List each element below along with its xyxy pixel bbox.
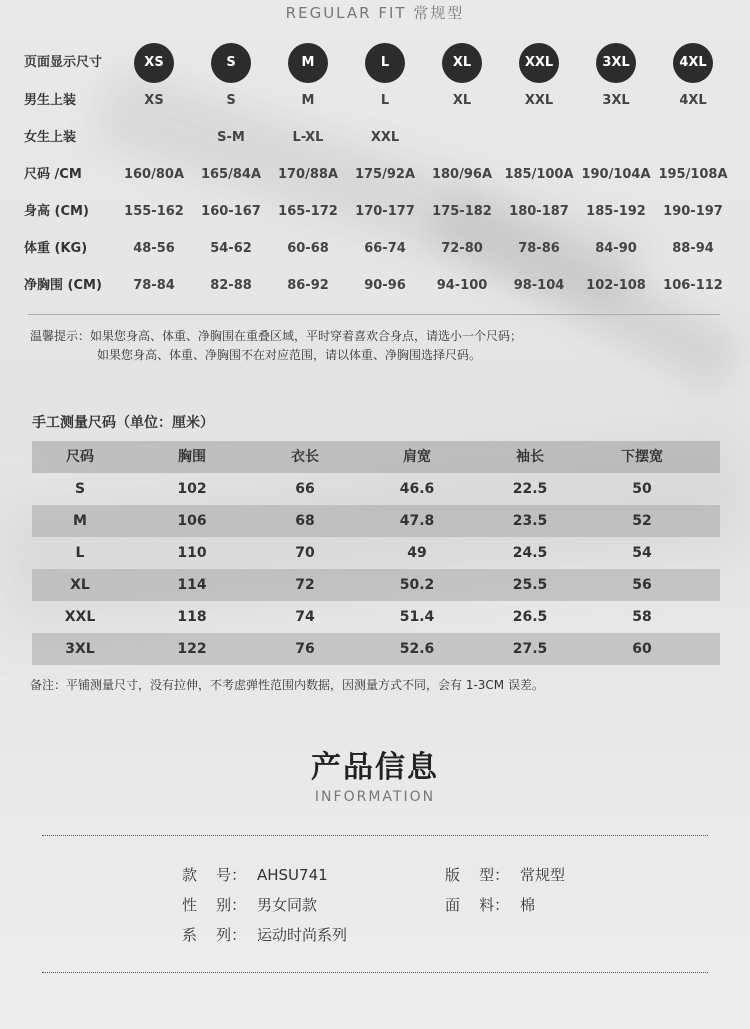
divider bbox=[28, 314, 720, 315]
size-circle: L bbox=[365, 43, 405, 83]
size-circle: XL bbox=[442, 43, 482, 83]
size-cell: 175-182 bbox=[432, 204, 492, 219]
row-label: 身高 (CM) bbox=[24, 204, 89, 219]
size-cell: M bbox=[301, 93, 315, 108]
size-row-men-top bbox=[0, 83, 750, 119]
size-cell: L-XL bbox=[292, 130, 324, 145]
table-cell: XXL bbox=[64, 609, 96, 625]
table-cell: S bbox=[74, 481, 86, 497]
table-row bbox=[32, 505, 720, 537]
size-row-weight bbox=[0, 231, 750, 267]
size-cell: L bbox=[380, 93, 390, 108]
size-cell: 48-56 bbox=[133, 241, 175, 256]
size-cell: 94-100 bbox=[436, 278, 488, 293]
table-cell: 76 bbox=[295, 641, 315, 657]
size-row-display-size bbox=[0, 43, 750, 83]
info-label: 版 型： bbox=[445, 866, 510, 884]
table-cell: 24.5 bbox=[512, 545, 548, 561]
info-value: 常规型 bbox=[520, 866, 566, 884]
size-cell: 72-80 bbox=[441, 241, 483, 256]
table-row bbox=[32, 601, 720, 633]
table-cell: 25.5 bbox=[512, 577, 548, 593]
info-label: 系 列： bbox=[182, 926, 247, 944]
row-label: 女生上装 bbox=[24, 130, 77, 145]
tips-line-2: 如果您身高、体重、净胸围不在对应范围，请以体重、净胸围选择尺码。 bbox=[97, 348, 482, 362]
size-row-height bbox=[0, 194, 750, 230]
table-cell: 118 bbox=[177, 609, 207, 625]
size-cell: 106-112 bbox=[663, 278, 723, 293]
size-cell: 54-62 bbox=[210, 241, 252, 256]
size-circle: XS bbox=[134, 43, 174, 83]
size-cell: 3XL bbox=[602, 93, 630, 108]
info-fabric bbox=[445, 894, 535, 915]
info-gender bbox=[182, 894, 317, 915]
size-cell: XXL bbox=[524, 93, 554, 108]
size-circle: 3XL bbox=[596, 43, 636, 83]
table-cell: 52.6 bbox=[399, 641, 435, 657]
info-value: 男女同款 bbox=[257, 896, 318, 914]
size-cell: 78-86 bbox=[518, 241, 560, 256]
size-cell: S bbox=[226, 93, 236, 108]
table-cell: 70 bbox=[295, 545, 315, 561]
tips-line-1: 温馨提示：如果您身高、体重、净胸围在重叠区域，平时穿着喜欢合身点，请选小一个尺码； bbox=[30, 329, 523, 343]
product-info-title: 产品信息 bbox=[311, 750, 439, 785]
size-cell: 155-162 bbox=[124, 204, 184, 219]
table-cell: 110 bbox=[177, 545, 207, 561]
size-cell: 98-104 bbox=[513, 278, 565, 293]
size-cell: 102-108 bbox=[586, 278, 646, 293]
dotted-divider bbox=[42, 835, 708, 836]
size-row-size-code bbox=[0, 157, 750, 193]
size-cell: 160/80A bbox=[123, 167, 185, 182]
size-cell: 175/92A bbox=[354, 167, 416, 182]
size-cell: 60-68 bbox=[287, 241, 329, 256]
table-cell: 114 bbox=[177, 577, 207, 593]
table-row bbox=[32, 633, 720, 665]
info-value: AHSU741 bbox=[257, 866, 328, 884]
size-cell: 66-74 bbox=[364, 241, 406, 256]
size-cell: 84-90 bbox=[595, 241, 637, 256]
info-value: 运动时尚系列 bbox=[257, 926, 348, 944]
size-cell: 88-94 bbox=[672, 241, 714, 256]
size-circle: M bbox=[288, 43, 328, 83]
size-circle: XXL bbox=[519, 43, 559, 83]
size-cell: 180-187 bbox=[509, 204, 569, 219]
table-row bbox=[32, 537, 720, 569]
table-header-cell: 胸围 bbox=[178, 449, 206, 465]
size-cell: S-M bbox=[217, 130, 245, 145]
table-cell: 102 bbox=[177, 481, 207, 497]
size-cell: 160-167 bbox=[201, 204, 261, 219]
fit-title: REGULAR FIT 常规型 bbox=[285, 4, 465, 22]
info-style-no bbox=[182, 864, 328, 885]
row-label: 体重 (KG) bbox=[24, 241, 88, 256]
table-cell: 122 bbox=[177, 641, 207, 657]
size-cell: 90-96 bbox=[364, 278, 406, 293]
table-header-row bbox=[32, 441, 720, 473]
table-cell: XL bbox=[70, 577, 90, 593]
size-cell: XXL bbox=[370, 130, 400, 145]
table-cell: 66 bbox=[295, 481, 315, 497]
manual-measure-title: 手工测量尺码（单位：厘米） bbox=[32, 415, 214, 431]
table-cell: 22.5 bbox=[512, 481, 548, 497]
size-cell: XL bbox=[452, 93, 472, 108]
table-header-cell: 肩宽 bbox=[403, 449, 431, 465]
size-cell: 190-197 bbox=[663, 204, 723, 219]
size-cell: 190/104A bbox=[581, 167, 651, 182]
table-cell: 49 bbox=[407, 545, 427, 561]
table-cell: 54 bbox=[632, 545, 652, 561]
table-cell: 72 bbox=[295, 577, 315, 593]
size-cell: 170-177 bbox=[355, 204, 415, 219]
table-row bbox=[32, 473, 720, 505]
table-cell: 58 bbox=[632, 609, 652, 625]
info-value: 棉 bbox=[520, 896, 536, 914]
size-cell: 4XL bbox=[679, 93, 707, 108]
row-label: 尺码 /CM bbox=[24, 167, 82, 182]
table-cell: 106 bbox=[177, 513, 207, 529]
dotted-divider bbox=[42, 972, 708, 973]
table-header-cell: 尺码 bbox=[66, 449, 94, 465]
table-cell: 26.5 bbox=[512, 609, 548, 625]
table-cell: L bbox=[75, 545, 85, 561]
size-row-women-top bbox=[0, 120, 750, 156]
table-row bbox=[32, 569, 720, 601]
table-cell: 56 bbox=[632, 577, 652, 593]
size-row-chest bbox=[0, 268, 750, 304]
size-cell: 180/96A bbox=[431, 167, 493, 182]
table-cell: 3XL bbox=[65, 641, 95, 657]
info-fit bbox=[445, 864, 565, 885]
manual-measure-table bbox=[32, 441, 720, 665]
size-circle: 4XL bbox=[673, 43, 713, 83]
table-header-cell: 下摆宽 bbox=[621, 449, 663, 465]
table-header-cell: 袖长 bbox=[516, 449, 544, 465]
row-label: 男生上装 bbox=[24, 93, 77, 108]
row-label: 页面显示尺寸 bbox=[24, 55, 103, 70]
product-info-subtitle: INFORMATION bbox=[314, 789, 436, 805]
table-cell: 47.8 bbox=[399, 513, 435, 529]
note: 备注：平铺测量尺寸，没有拉伸，不考虑弹性范围内数据，因测量方式不同，会有 1-3CM 误差。 bbox=[30, 678, 544, 692]
table-header-cell: 衣长 bbox=[291, 449, 319, 465]
table-cell: 23.5 bbox=[512, 513, 548, 529]
info-label: 面 料： bbox=[445, 896, 510, 914]
size-cell: 78-84 bbox=[133, 278, 175, 293]
table-cell: 50.2 bbox=[399, 577, 435, 593]
info-series bbox=[182, 924, 347, 945]
table-cell: 74 bbox=[295, 609, 315, 625]
size-cell: 185/100A bbox=[504, 167, 574, 182]
size-circle: S bbox=[211, 43, 251, 83]
size-cell: 82-88 bbox=[210, 278, 252, 293]
table-cell: 52 bbox=[632, 513, 652, 529]
tips bbox=[30, 327, 522, 365]
size-cell: 86-92 bbox=[287, 278, 329, 293]
size-cell: 195/108A bbox=[658, 167, 728, 182]
info-label: 款 号： bbox=[182, 866, 247, 884]
table-cell: 50 bbox=[632, 481, 652, 497]
table-cell: 60 bbox=[632, 641, 652, 657]
size-cell: 185-192 bbox=[586, 204, 646, 219]
size-cell: 165-172 bbox=[278, 204, 338, 219]
table-cell: M bbox=[73, 513, 87, 529]
size-cell: XS bbox=[144, 93, 164, 108]
row-label: 净胸围 (CM) bbox=[24, 278, 102, 293]
table-cell: 27.5 bbox=[512, 641, 548, 657]
size-cell: 165/84A bbox=[200, 167, 262, 182]
table-cell: 51.4 bbox=[399, 609, 435, 625]
table-cell: 68 bbox=[295, 513, 315, 529]
table-cell: 46.6 bbox=[399, 481, 435, 497]
info-label: 性 别： bbox=[182, 896, 247, 914]
size-cell: 170/88A bbox=[277, 167, 339, 182]
